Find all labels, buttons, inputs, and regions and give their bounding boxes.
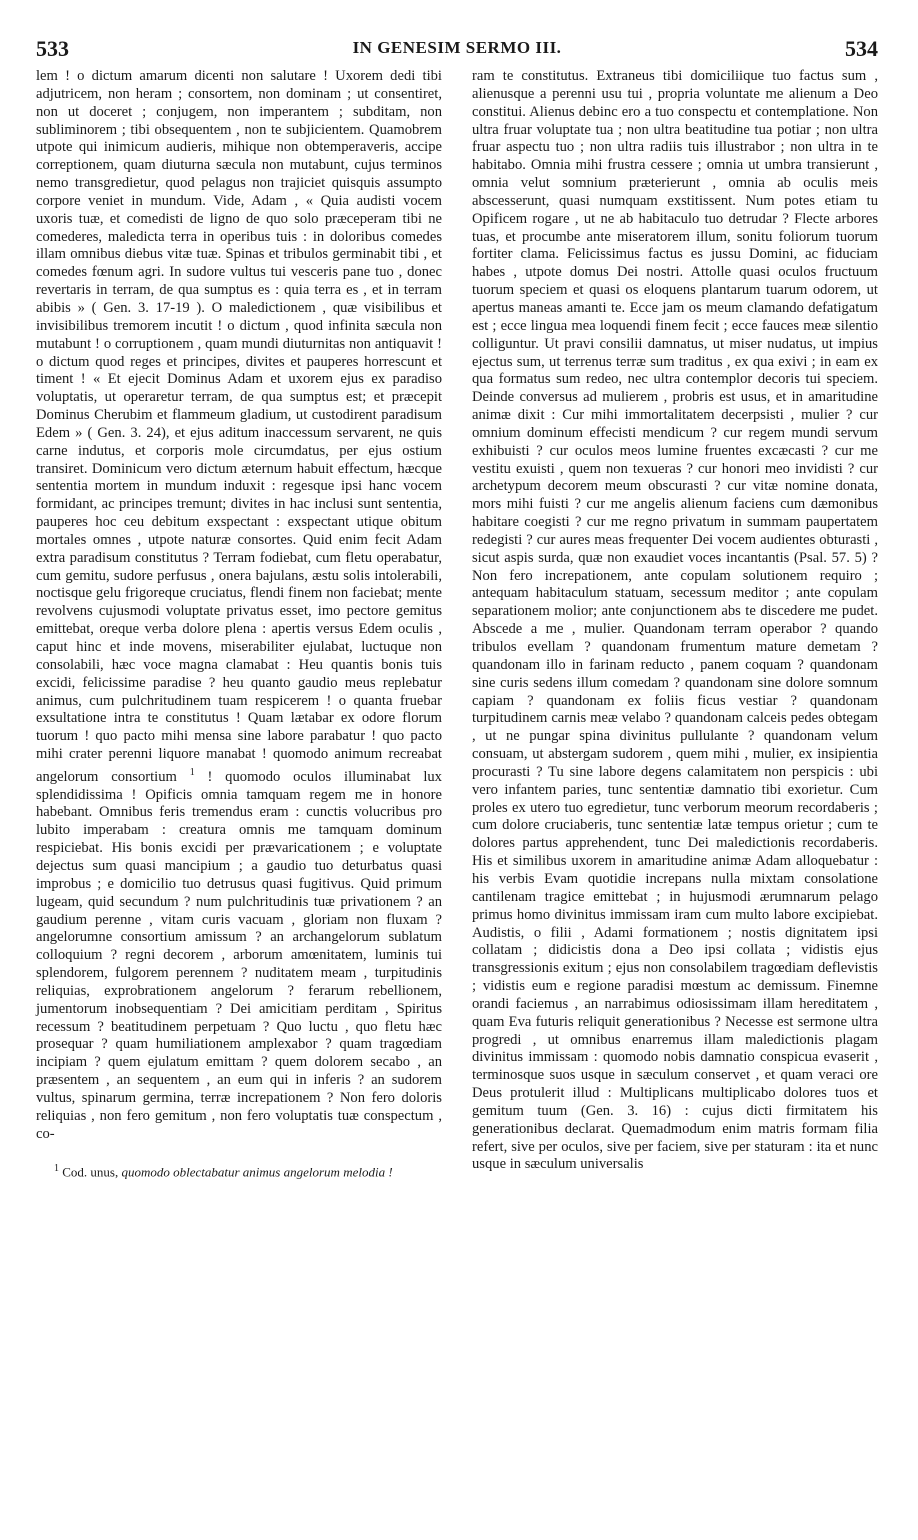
footnote-reference: 1 bbox=[189, 766, 195, 778]
left-column-text-part2: ! quomodo oculos illuminabat lux splendidissima ! Opificis omnia tamquam regem me in honore habebant. Omnibus feris tremendus eram : cunctis volucribus pro lubito imperabam : creatura omnis me tamquam dominum respiciebat. His bonis excidi per prævaricationem ; e voluptate dejectus sum quasi mancipium ; a gaudio tuo deturbatus quasi improbus ; e domicilio tuo detrusus quasi fugitivus. Quid primum lugeam, quid secundum ? num pulchritudinis tuæ privationem ? an gaudium perenne , vitam curis vacuam , gloriam non fluxam ? angelorumne consortium amissum ? an archangelorum sublatum colloquium ? regni decorem , arborum amœnitatem, luminis tui splendorem, fulgorem perennem ? nuditatem meam , turpitudinis reliquias, exprobrationem angelorum ? ferarum rebellionem, jumentorum inobsequentiam ? Dei amicitiam perditam , Spiritus recessum ? beatitudinem perpetuam ? Quo luctu , quo fletu hæc prosequar ? quam humiliationem amplexabor ? quam tragœdiam incipiam ? quem ejulatum emittam ? quem dolorem secabo , an præsentem , an sequentem , an eum qui in inferis ? an sudorem vultus, spinarum germina, terræ increpationem ? Non fero doloris reliquias , non fero gemitum , non fero voluptatis tuæ conspectum , co- bbox=[36, 768, 442, 1142]
running-header bbox=[36, 36, 878, 62]
footnote bbox=[36, 1161, 442, 1180]
right-column-text: ram te constitutus. Extraneus tibi domiciliique tuo factus sum , alienusque a perenni usu tui , propria voluntate me alienum a Deo constitui. Alienus debinc ero a tuo conspectu et contemplatione. Non ultra fruar voluptate tua ; non ultra beatitudine tua potiar ; non ultra fruar aspectu tuo ; non ultra radiis tuis illustrabor ; non ultra in te habitabo. Omnia mihi frustra cessere ; omnia ut umbra transierunt , omnia velut somnium præterierunt , omnia ab oculis meis abscesserunt, quasi numquam exstitissent. Num potes etiam tu Opificem rogare , ut ne ab habitaculo tuo detrudar ? Flecte arbores tuas, et procumbe ante miseratorem illum, sonitu foliorum tuorum fortiter clama. Felicissimus factus es jussu Domini, ac fiduciam habes , utpote domus Dei nostri. Attolle quasi oculos fructuum tuorum speciem et quasi os eloquens plantarum tuarum odorem, ut apertus maneas amanti te. Ecce jam os meum clamando defatigatum est ; ecce lingua mea loquendi finem fecit ; ecce fauces meæ silentio colliguntur. Ut pravi consilii damnatus, ut miser nudatus, ut impius ejectus sum, ut terrenus terræ sum traditus , ex qua exivi ; in eam ex qua formatus sum redeo, nec ultra contemplor decoris tui speciem. Deinde conversus ad mulierem , probris est usus, et in amaritudine animæ dixit : Cur mihi immortalitatem decerpsisti , mulier ? cur omnium dominum effecisti mendicum ? cur regem mundi servum exhibuisti ? cur oculos meos lumine fruentes excæcasti ? cur me vestitu exuisti , quem non texueras ? cur honori meo invidisti ? cur archetypum decorem meum obscurasti ? cur vitæ nomine donata, mors mihi fuisti ? cur me angelis alienum faciens cum dæmonibus habitare coegisti ? cur me regno privatum in summam paupertatem redegisti ? cur aures meas frequenter Dei vocem audientes obturasti , sicut aspis surda, quæ non exaudiet voces incantantis (Psal. 57. 5) ? Non fero increpationem, ante copulam solutionem requiro ; antequam habitaculum statuam, secessum meditor ; ante copulam separationem molior; ante conjunctionem abs te discedere me pudet. Abscede a me , mulier. Quandonam terram operabor ? quando tribulos evellam ? quandonam frumentum mature demetam ? quandonam illo in farinam reducto , panem coquam ? quandonam sine curis sedens illum comedam ? quandonam sine dolore somnum capiam ? quandonam ex foliis ficus vestiar ? quandonam turpitudinem carnis meæ velabo ? quandonam calceis pedes obtegam , ut ne pungar spina divinitus pullulante ? quandonam velum consuam, ut abstergam sudorem , quem mihi , mulier, ex insipientia procurasti ? Tu sine labore degens calamitatem non perspicis : ubi vero infantem paries, tunc sententiæ damnatio tibi exorietur. Cum proles ex utero tuo egredietur, tunc verborum meorum recordaberis ; cum dolore cruciaberis, tunc sententiæ latæ tempus orietur ; cum te dolores partus apprehendent, tunc Dei maledictionis recordaberis. His et similibus uxorem in amaritudine animæ Adam alloquebatur : his verbis Evam quotidie increpans nulla mixtam consolatione cantilenam tragice emittebat ; in hujusmodi ærumnarum pelago primus homo divinitus immissam iram cum multo labore excipiebat. Audistis, o filii , Adami formationem ; nostis dignitatem ipsi collatam ; didicistis dona a Deo ipsi collata ; vidistis ejus transgressionis exitum ; ejus non consolabilem tragœdiam deflevistis ; vidistis eum e regione paradisi mœstum ac demissum. Finemne orandi faciemus , an narrabimus odiosissimam illam hereditatem , quam Eva futuris reliquit generationibus ? Necesse est sermone ultra progredi , ut omnibus enarremus illam maledictionis plagam divinitus immissam : quomodo nobis damnatio conspicua evaserit , terminosque suos usque in sæculum conservet , et quam veraci ore Deus protulerit illud : Multiplicans multiplicabo dolores tuos et gemitum tuum (Gen. 3. 16) : cujus dicti firmitatem his generationibus declarat. Quemadmodum enim matris formam filia refert, sive per oculos, sive per faciem, sive per staturam : ita et nunc usque in sæculum universalis bbox=[472, 68, 878, 1173]
left-column bbox=[36, 68, 442, 1181]
left-column-text-part1: lem ! o dictum amarum dicenti non salutare ! Uxorem dedi tibi adjutricem, non heram ; consortem, non dominam ; ut consentiret, non ut doceret ; conjugem, non imperantem ; subditam, non subliminorem ; tibi obsequentem , non te subjicientem. Quamobrem utpote qui inimicum audieris, mihique non obtemperaveris, accipe correptionem, quam diuturna sæcula non mutabunt, cujus terminos nemo transgredietur, quod pelagus non trajiciet quisquis assumpto corpore veniet in mundum. Vide, Adam , « Quia audisti vocem uxoris tuæ, et comedisti de ligno de quo solo præceperam tibi ne comederes, maledicta terra in operibus tuis : in doloribus comedes illam omnibus diebus vitæ tuæ. Spinas et tribulos germinabit tibi , et comedes fœnum agri. In sudore vultus tui vesceris pane tuo , donec revertaris in terram, de qua sumptus es : quia terra es , et in terram abibis » ( Gen. 3. 17-19 ). O maledictionem , quæ visibilibus et invisibilibus tremorem incutit ! o dictum , quod infinita sæcula non mutabunt ! o corruptionem , quam mundi diuturnitas non antiquavit ! o dictum quod reges et principes, divites et pauperes horrescunt et timent ! « Et ejecit Dominus Adam et uxorem ejus ex paradiso voluptatis, ut operaretur terram, de qua sumptus est; et præcepit Dominus Cherubim et flammeum gladium, ut custodirent paradisum Edem » ( Gen. 3. 24), et ejus aditum inaccessum servarent, ne quis carne indutus, et corporis mole circumdatus, per ejus ostium transiret. Dominicum vero dictum æternum habuit effectum, hæcque sententia mortem in mundum induxit : regesque ipsi hanc vocem formidant, ac principes tremunt; divites in hac inclusi sunt sententia, pauperes hoc ceu debitum exspectant : exspectant utique obitum mortales omnes , utpote naturæ consortes. Quid enim fecit Adam extra paradisum constitutus ? Terram fodiebat, cum fletu operabatur, cum gemitu, sudore perfusus , onera bajulans, æstu solis intolerabili, noctisque gelu frigoreque cruciatus, flendi finem non faciebat; mente revolvens cujusmodi voluptate privatus esset, imo pectore gemitus emittebat, oreque verba dolore plena : apertis versus Edem oculis , caput hinc et inde movens, miserabiliter ejulabat, luctuque non consolabili, hæc voce magna clamabat : Heu quantis bonis tuis excidi, felicissime paradise ? heu quanto gaudio meus replebatur animus, cum pulchritudinem tuam respicerem ! o quanta fruebar exsultatione intra te constitutus ! Quam lætabar ex odore florum tuorum ! quo pacto mihi mensa sine labore parabatur ! quo pacto mihi crater perenni liquore manabat ! quomodo animum recreabat angelorum consortium bbox=[36, 68, 442, 785]
two-column-body bbox=[36, 68, 878, 1181]
left-column-text bbox=[36, 68, 442, 1143]
running-title: IN GENESIM SERMO III. bbox=[352, 38, 562, 57]
right-column bbox=[472, 68, 878, 1181]
footnote-italic-text: quomodo oblectabatur animus angelorum melodia ! bbox=[121, 1164, 393, 1180]
footnote-prefix: Cod. unus, bbox=[62, 1164, 119, 1180]
page-number-right: 534 bbox=[845, 36, 878, 61]
footnote-mark: 1 bbox=[54, 1163, 59, 1175]
page-number-left: 533 bbox=[36, 36, 69, 61]
